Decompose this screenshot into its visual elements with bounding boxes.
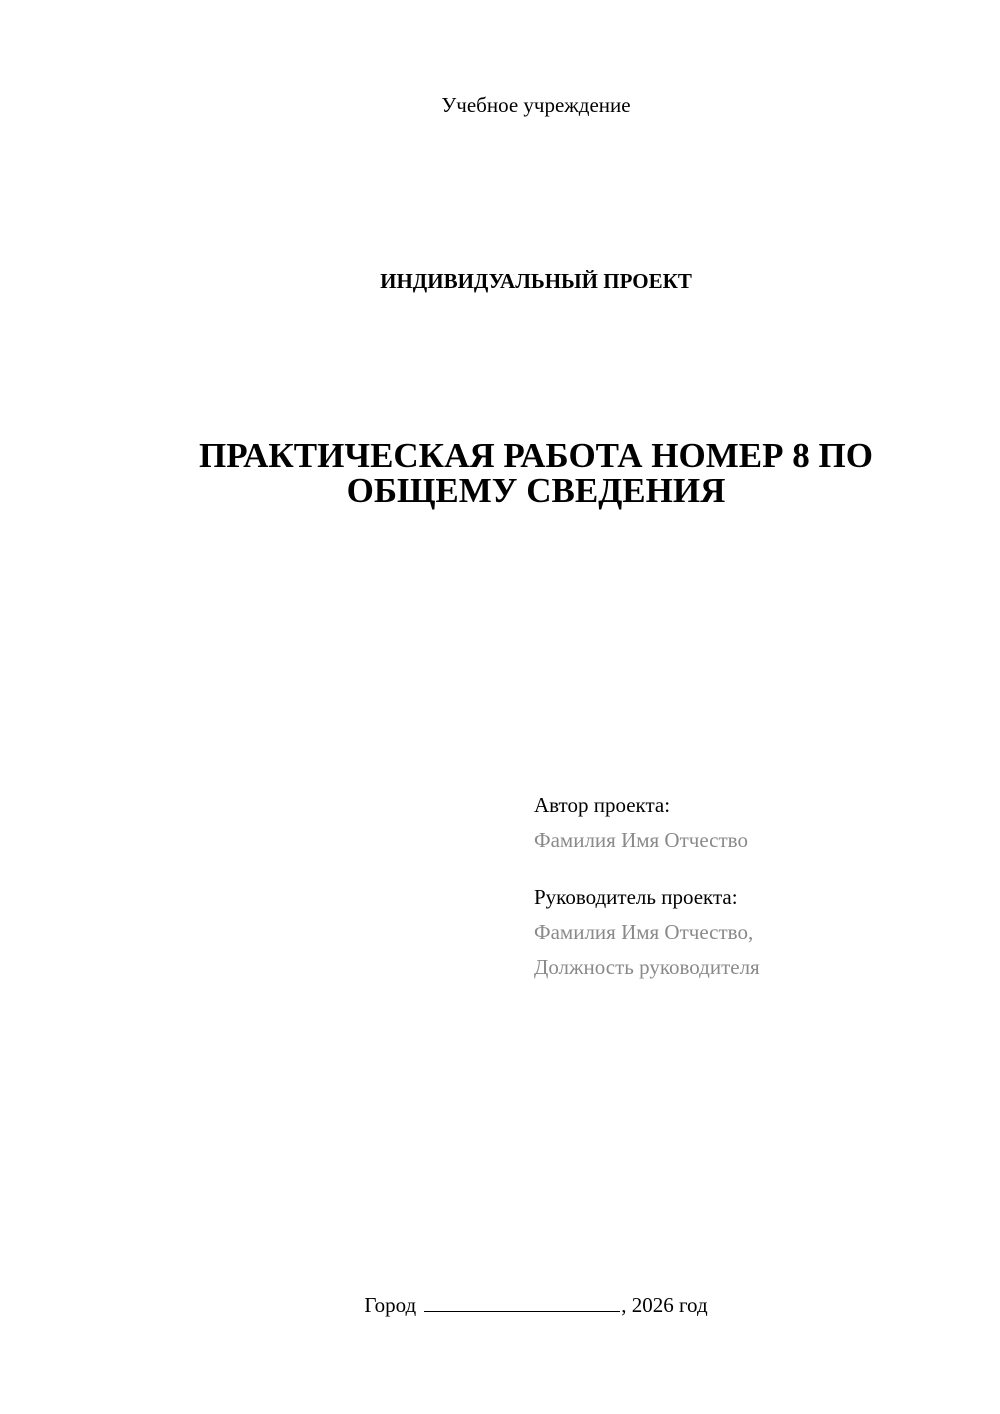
footer-city-year [0, 1290, 1000, 1320]
spacer [534, 858, 974, 880]
supervisor-name: Фамилия Имя Отчество, [534, 920, 754, 944]
city-blank-line [424, 1291, 620, 1312]
year-text: , 2026 год [621, 1293, 708, 1317]
main-title [110, 438, 962, 508]
city-label: Город [364, 1293, 417, 1317]
main-title-line-1: ПРАКТИЧЕСКАЯ РАБОТА НОМЕР 8 ПО [199, 436, 873, 475]
author-name: Фамилия Имя Отчество [534, 828, 748, 852]
institution-name: Учебное учреждение [441, 93, 631, 117]
supervisor-position: Должность руководителя [534, 955, 760, 979]
author-label: Автор проекта: [534, 793, 671, 817]
main-title-line-2: ОБЩЕМУ СВЕДЕНИЯ [346, 471, 726, 510]
project-type-heading: ИНДИВИДУАЛЬНЫЙ ПРОЕКТ [380, 269, 692, 293]
supervisor-label: Руководитель проекта: [534, 885, 738, 909]
project-people-block [534, 788, 974, 985]
